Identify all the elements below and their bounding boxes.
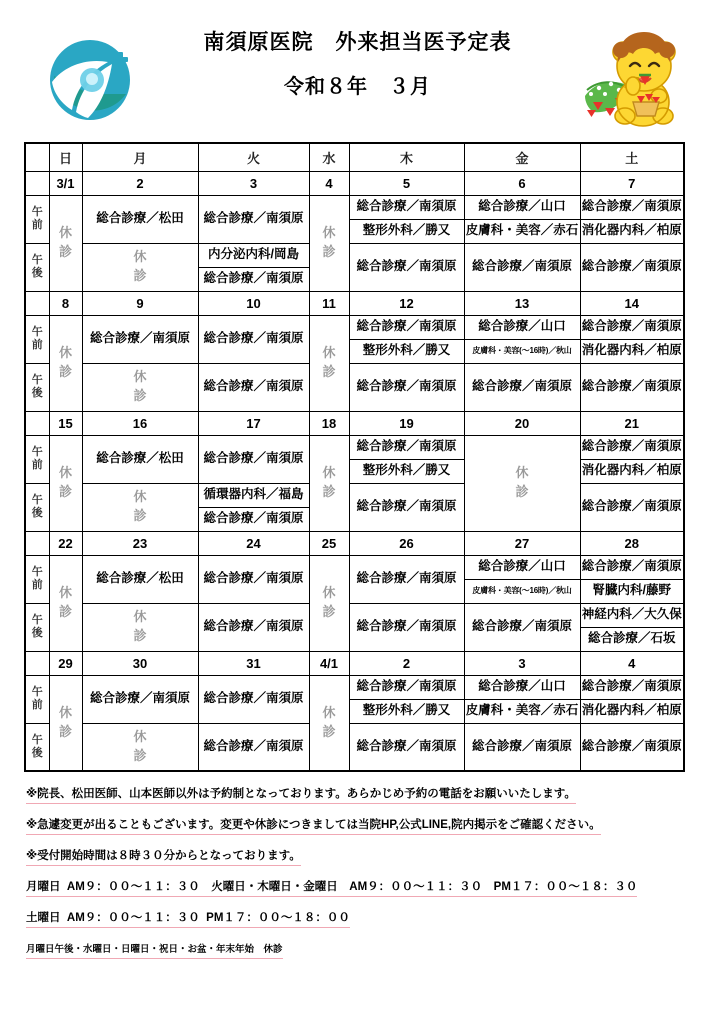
date-cell: 30: [82, 651, 198, 675]
am-row: [25, 675, 684, 723]
pm-schedule-cell: [349, 483, 464, 531]
schedule-entry: 総合診療／南須原: [356, 619, 457, 634]
date-cell: 20: [464, 411, 580, 435]
date-row-corner: [25, 291, 49, 315]
schedule-entry: 総合診療／南須原: [356, 439, 457, 454]
schedule-entry: 皮膚科・美容(〜16時)／秋山: [465, 339, 580, 363]
date-cell: 22: [49, 531, 82, 555]
date-cell: 10: [198, 291, 309, 315]
schedule-entry: 総合診療／石坂: [581, 627, 684, 651]
am-schedule-cell: [82, 555, 198, 603]
schedule-entry: 総合診療／南須原: [471, 738, 572, 753]
pm-schedule-cell: [198, 723, 309, 771]
schedule-entry: 消化器内科／柏原: [581, 219, 684, 243]
schedule-entry: 総合診療／南須原: [581, 439, 682, 454]
date-cell: 12: [349, 291, 464, 315]
date-cell: 3/1: [49, 171, 82, 195]
date-cell: 4: [580, 651, 684, 675]
schedule-entry: 総合診療／南須原: [356, 679, 457, 694]
title-block: [142, 30, 573, 99]
page-title: 南須原医院 外来担当医予定表: [203, 31, 512, 54]
schedule-entry: 消化器内科／柏原: [581, 459, 684, 483]
schedule-entry: 総合診療／南須原: [356, 499, 457, 514]
clinic-logo-icon: [46, 32, 138, 124]
pm-label: 午 後: [25, 243, 49, 291]
pm-schedule-cell: [464, 363, 580, 411]
schedule-entry: 総合診療／南須原: [356, 571, 457, 586]
pm-schedule-cell: [198, 483, 309, 531]
dow-header-cell: 金: [464, 143, 580, 171]
date-cell: 2: [349, 651, 464, 675]
date-cell: 27: [464, 531, 580, 555]
pm-schedule-cell: [580, 483, 684, 531]
am-schedule-cell: [580, 435, 684, 483]
pm-label: 午 後: [25, 483, 49, 531]
closed-day-cell: 休 診: [309, 555, 349, 651]
schedule-entry: 総合診療／南須原: [199, 507, 309, 531]
schedule-entry: 総合診療／南須原: [203, 331, 304, 346]
am-schedule-cell: [349, 675, 464, 723]
date-cell: 16: [82, 411, 198, 435]
schedule-entry: 総合診療／松田: [96, 211, 184, 226]
schedule-entry: 総合診療／南須原: [356, 259, 457, 274]
date-cell: 15: [49, 411, 82, 435]
schedule-entry: 整形外科／勝又: [350, 339, 464, 363]
schedule-entry: 総合診療／南須原: [356, 738, 457, 753]
closed-day-cell: 休 診: [49, 315, 82, 411]
date-cell: 25: [309, 531, 349, 555]
pm-schedule-cell: [349, 603, 464, 651]
am-row: [25, 315, 684, 363]
pm-row: [25, 483, 684, 531]
pm-schedule-cell: [198, 243, 309, 291]
schedule-entry: 総合診療／南須原: [471, 619, 572, 634]
date-cell: 2: [82, 171, 198, 195]
am-schedule-cell: [82, 675, 198, 723]
am-schedule-cell: [82, 315, 198, 363]
closed-day-cell: 休 診: [49, 195, 82, 291]
date-cell: 19: [349, 411, 464, 435]
dow-header-cell: 水: [309, 143, 349, 171]
schedule-entry: 総合診療／山口: [478, 319, 566, 334]
closed-day-cell: 休 診: [309, 315, 349, 411]
pm-schedule-cell: [464, 243, 580, 291]
schedule-entry: 総合診療／南須原: [471, 259, 572, 274]
am-schedule-cell: [198, 315, 309, 363]
pm-schedule-cell: [464, 723, 580, 771]
schedule-entry: 総合診療／南須原: [471, 379, 572, 394]
pm-schedule-cell: [349, 363, 464, 411]
schedule-entry: 総合診療／南須原: [581, 499, 682, 514]
opening-hours-line: 月曜日午後・水曜日・日曜日・祝日・お盆・年末年始 休診: [26, 943, 283, 958]
schedule-entry: 整形外科／勝又: [350, 699, 464, 723]
date-cell: 5: [349, 171, 464, 195]
date-cell: 28: [580, 531, 684, 555]
am-schedule-cell: [82, 195, 198, 243]
schedule-entry: 総合診療／南須原: [203, 451, 304, 466]
am-schedule-cell: [198, 675, 309, 723]
opening-hours-line: 月曜日 AM９：００〜１１：３０ 火曜日・木曜日・金曜日 AM９：００〜１１：３０ PM１７：００〜１８：３０: [26, 879, 637, 897]
pm-schedule-cell: [580, 603, 684, 651]
dow-header-cell: 木: [349, 143, 464, 171]
closed-day-cell: 休 診: [309, 435, 349, 531]
dow-header-cell: 火: [198, 143, 309, 171]
date-row: [25, 411, 684, 435]
pm-row: [25, 243, 684, 291]
opening-hours-line: 土曜日 AM９：００〜１１：３０ PM１７：００〜１８：００: [26, 910, 350, 928]
schedule-entry: 総合診療／山口: [478, 559, 566, 574]
page-header: [24, 24, 683, 132]
schedule-entry: 総合診療／南須原: [203, 571, 304, 586]
date-cell: 23: [82, 531, 198, 555]
date-row: [25, 291, 684, 315]
schedule-table: [24, 142, 685, 772]
date-row-corner: [25, 411, 49, 435]
date-cell: 6: [464, 171, 580, 195]
date-row: [25, 531, 684, 555]
am-label: 午 前: [25, 675, 49, 723]
date-cell: 13: [464, 291, 580, 315]
date-row: [25, 171, 684, 195]
schedule-entry: 総合診療／南須原: [356, 379, 457, 394]
pm-schedule-cell: [464, 603, 580, 651]
am-row: [25, 555, 684, 603]
date-cell: 11: [309, 291, 349, 315]
date-cell: 21: [580, 411, 684, 435]
dow-header-cell: 月: [82, 143, 198, 171]
schedule-entry: 腎臓内科/藤野: [581, 579, 684, 603]
am-schedule-cell: [464, 555, 580, 603]
pm-label: 午 後: [25, 603, 49, 651]
schedule-entry: 循環器内科／福島: [203, 487, 304, 502]
closed-pm-cell: 休 診: [82, 483, 198, 531]
date-cell: 17: [198, 411, 309, 435]
schedule-entry: 総合診療／南須原: [581, 679, 682, 694]
schedule-entry: 総合診療／南須原: [581, 738, 682, 753]
date-row-corner: [25, 531, 49, 555]
am-schedule-cell: [580, 315, 684, 363]
am-label: 午 前: [25, 315, 49, 363]
schedule-entry: 総合診療／南須原: [581, 379, 682, 394]
pm-schedule-cell: [580, 243, 684, 291]
footer-note: ※院長、松田医師、山本医師以外は予約制となっております。あらかじめ予約の電話をお願いいたします。: [26, 786, 576, 804]
schedule-entry: 総合診療／南須原: [581, 199, 682, 214]
am-schedule-cell: [349, 435, 464, 483]
footer-notes: [26, 784, 683, 970]
pm-row: [25, 723, 684, 771]
date-cell: 31: [198, 651, 309, 675]
date-cell: 18: [309, 411, 349, 435]
closed-day-cell: 休 診: [309, 675, 349, 771]
schedule-entry: 総合診療／南須原: [89, 691, 190, 706]
closed-day-cell: 休 診: [464, 435, 580, 531]
schedule-entry: 総合診療／南須原: [581, 259, 682, 274]
date-row-corner: [25, 651, 49, 675]
am-schedule-cell: [580, 555, 684, 603]
footer-note: ※急遽変更が出ることもございます。変更や休診につきましては当院HP,公式LINE,院内掲示をご確認ください。: [26, 817, 601, 835]
closed-day-cell: 休 診: [309, 195, 349, 291]
closed-day-cell: 休 診: [49, 675, 82, 771]
schedule-entry: 総合診療／山口: [478, 199, 566, 214]
date-cell: 4/1: [309, 651, 349, 675]
date-cell: 7: [580, 171, 684, 195]
schedule-entry: 皮膚科・美容／赤石: [465, 699, 580, 723]
schedule-entry: 総合診療／南須原: [581, 559, 682, 574]
bear-strawberry-mascot-icon: [585, 24, 689, 132]
am-schedule-cell: [580, 195, 684, 243]
page-subtitle: 令和８年 ３月: [284, 76, 431, 99]
date-cell: 24: [198, 531, 309, 555]
am-label: 午 前: [25, 195, 49, 243]
schedule-entry: 総合診療／松田: [96, 451, 184, 466]
am-schedule-cell: [198, 435, 309, 483]
schedule-entry: 総合診療／南須原: [203, 691, 304, 706]
pm-label: 午 後: [25, 363, 49, 411]
schedule-entry: 総合診療／南須原: [581, 319, 682, 334]
schedule-entry: 皮膚科・美容／赤石: [465, 219, 580, 243]
schedule-entry: 総合診療／南須原: [199, 267, 309, 291]
schedule-entry: 整形外科／勝又: [350, 459, 464, 483]
schedule-entry: 総合診療／南須原: [356, 319, 457, 334]
schedule-entry: 総合診療／南須原: [203, 738, 304, 753]
date-cell: 29: [49, 651, 82, 675]
am-row: [25, 195, 684, 243]
pm-schedule-cell: [580, 723, 684, 771]
schedule-entry: 神経内科／大久保: [581, 607, 682, 622]
date-row-corner: [25, 171, 49, 195]
date-cell: 8: [49, 291, 82, 315]
date-cell: 4: [309, 171, 349, 195]
dow-corner-cell: [25, 143, 49, 171]
am-schedule-cell: [82, 435, 198, 483]
pm-label: 午 後: [25, 723, 49, 771]
dow-header-row: [25, 143, 684, 171]
schedule-entry: 総合診療／南須原: [356, 199, 457, 214]
am-schedule-cell: [464, 195, 580, 243]
date-cell: 9: [82, 291, 198, 315]
schedule-entry: 総合診療／南須原: [203, 211, 304, 226]
schedule-entry: 内分泌内科/岡島: [208, 247, 299, 262]
dow-header-cell: 土: [580, 143, 684, 171]
closed-day-cell: 休 診: [49, 555, 82, 651]
date-row: [25, 651, 684, 675]
dow-header-cell: 日: [49, 143, 82, 171]
pm-schedule-cell: [349, 723, 464, 771]
closed-day-cell: 休 診: [49, 435, 82, 531]
schedule-entry: 総合診療／山口: [478, 679, 566, 694]
schedule-entry: 総合診療／南須原: [203, 619, 304, 634]
am-row: [25, 435, 684, 483]
closed-pm-cell: 休 診: [82, 243, 198, 291]
pm-schedule-cell: [349, 243, 464, 291]
pm-schedule-cell: [198, 603, 309, 651]
pm-schedule-cell: [198, 363, 309, 411]
schedule-entry: 消化器内科／柏原: [581, 339, 684, 363]
date-cell: 14: [580, 291, 684, 315]
closed-pm-cell: 休 診: [82, 363, 198, 411]
am-schedule-cell: [349, 555, 464, 603]
pm-schedule-cell: [580, 363, 684, 411]
pm-row: [25, 603, 684, 651]
am-schedule-cell: [198, 195, 309, 243]
schedule-entry: 消化器内科／柏原: [581, 699, 684, 723]
am-schedule-cell: [198, 555, 309, 603]
am-schedule-cell: [349, 195, 464, 243]
pm-row: [25, 363, 684, 411]
schedule-entry: 皮膚科・美容(〜16時)／秋山: [465, 579, 580, 603]
date-cell: 3: [464, 651, 580, 675]
am-schedule-cell: [464, 675, 580, 723]
date-cell: 3: [198, 171, 309, 195]
date-cell: 26: [349, 531, 464, 555]
schedule-entry: 整形外科／勝又: [350, 219, 464, 243]
am-schedule-cell: [464, 315, 580, 363]
am-schedule-cell: [349, 315, 464, 363]
am-schedule-cell: [580, 675, 684, 723]
footer-note: ※受付開始時間は８時３０分からとなっております。: [26, 848, 301, 866]
am-label: 午 前: [25, 555, 49, 603]
closed-pm-cell: 休 診: [82, 723, 198, 771]
am-label: 午 前: [25, 435, 49, 483]
closed-pm-cell: 休 診: [82, 603, 198, 651]
schedule-entry: 総合診療／南須原: [203, 379, 304, 394]
schedule-entry: 総合診療／松田: [96, 571, 184, 586]
schedule-entry: 総合診療／南須原: [89, 331, 190, 346]
